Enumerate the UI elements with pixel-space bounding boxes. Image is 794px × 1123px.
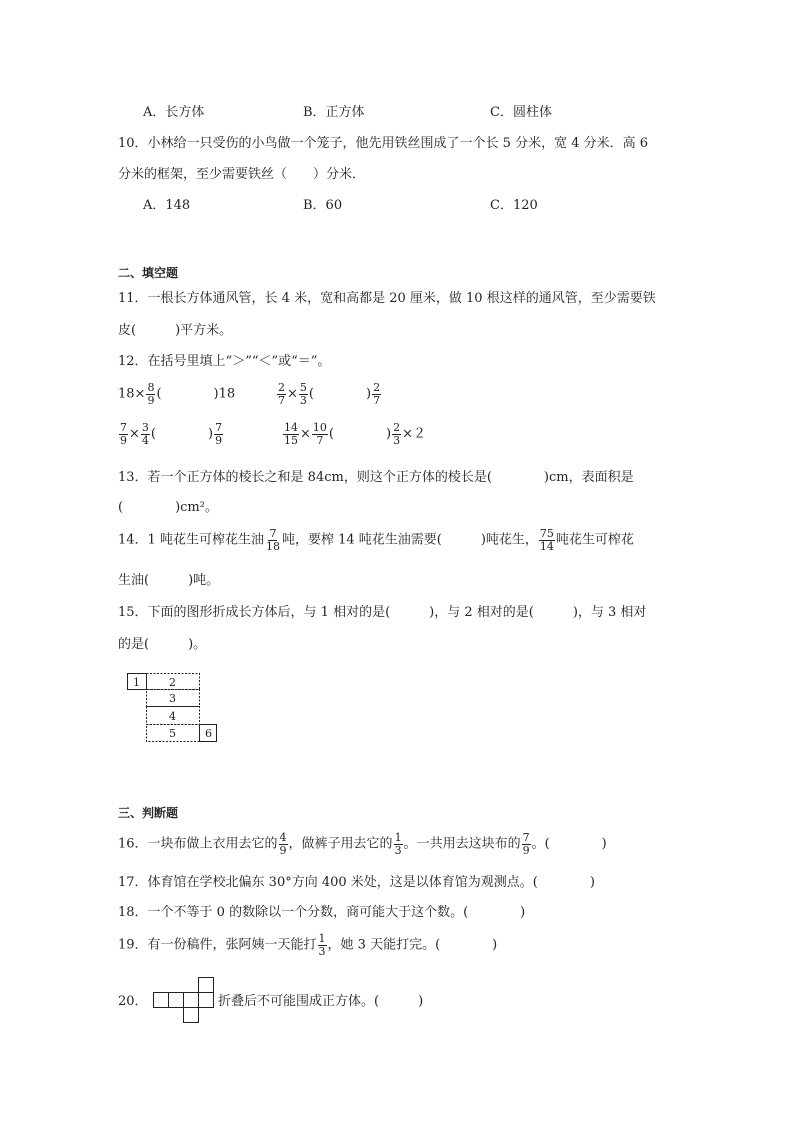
fraction: $\frac{1}{3}$ <box>318 932 326 958</box>
q12-e2-answer-blank: ( ) <box>308 386 372 402</box>
q9-option-b: B．正方体 <box>303 105 365 120</box>
fraction: $\frac{7}{18}$ <box>265 527 280 553</box>
q10-option-c: C．120 <box>490 198 538 213</box>
q18-text: 18．一个不等于 0 的数除以一个分数，商可能大于这个数。( ) <box>118 905 526 920</box>
fraction: $\frac{7}{9}$ <box>120 421 127 447</box>
net-label-2: 2 <box>169 676 176 689</box>
fraction: $\frac{2}{3}$ <box>393 421 401 447</box>
q17-text: 17．体育馆在学校北偏东 30°方向 400 米处，这是以体育馆为观测点。( ) <box>118 875 595 890</box>
q12-expr-4: $\frac{14}{15}$ × $\frac{10}{7}$ ( ) $\frac{2}{3}$ ×２ <box>284 421 426 447</box>
q12-text: 12．在括号里填上“＞”“＜”或“＝”。 <box>118 354 331 369</box>
net-label-3: 3 <box>169 692 176 705</box>
q15-line1: 15．下面的图形折成长方体后，与 1 相对的是( )，与 2 相对的是( )，与 3 相对 <box>118 605 647 620</box>
q10-line2: 分米的框架，至少需要铁丝（ ）分米． <box>118 167 366 182</box>
q13-line2: ( )cm²。 <box>118 500 218 515</box>
q10-option-a: A．148 <box>143 198 191 213</box>
fraction: $\frac{10}{7}$ <box>312 421 327 447</box>
q12-e3-answer-blank: ( ) <box>150 426 214 442</box>
cube-net-figure <box>152 977 216 1025</box>
fraction: $\frac{2}{7}$ <box>278 381 285 407</box>
q14-line2: 生油( )吨。 <box>118 573 220 588</box>
q11-line1: 11．一根长方体通风管，长 4 米，宽和高都是 20 厘米，做 10 根这样的通风管，至少需要铁 <box>118 291 656 306</box>
fraction: $\frac{7}{9}$ <box>215 421 223 447</box>
fraction: $\frac{14}{15}$ <box>284 421 298 447</box>
cuboid-net-figure <box>126 671 220 745</box>
q9-option-a: A．长方体 <box>143 105 205 120</box>
net-label-1: 1 <box>133 676 140 689</box>
q20-number: 20． <box>118 994 148 1009</box>
fraction: $\frac{4}{9}$ <box>279 831 287 857</box>
fraction: $\frac{7}{9}$ <box>522 831 530 857</box>
q12-e1-prefix: 18× <box>118 386 146 402</box>
section-fill-in-title: 二、填空题 <box>118 266 179 280</box>
q9-option-c: C．圆柱体 <box>490 105 552 120</box>
q13-line1: 13．若一个正方体的棱长之和是 84cm，则这个正方体的棱长是( )cm，表面积是 <box>118 470 634 485</box>
fraction: $\frac{3}{4}$ <box>141 421 149 447</box>
q20-text: 折叠后不可能围成正方体。( ) <box>218 994 424 1009</box>
section-true-false-title: 三、判断题 <box>118 806 179 820</box>
q19-text: 19．有一份稿件，张阿姨一天能打 $\frac{1}{3}$ ，她 3 天能打完。( ) <box>118 932 498 958</box>
q12-expr-3: $\frac{7}{9}$ × $\frac{3}{4}$ ( ) $\frac{7}{9}$ <box>120 421 223 447</box>
q12-expr-2: $\frac{2}{7}$ × $\frac{5}{3}$ ( ) $\frac{2}{7}$ <box>278 381 381 407</box>
fraction: $\frac{75}{14}$ <box>539 527 554 553</box>
fraction: $\frac{2}{7}$ <box>373 381 381 407</box>
q12-e1-answer-blank: ( )18 <box>156 386 236 402</box>
q10-line1: 10．小林给一只受伤的小鸟做一个笼子，他先用铁丝围成了一个长 5 分米，宽 4 分米．高 6 <box>118 136 649 151</box>
q14-line1: 14．1 吨花生可榨花生油 $\frac{7}{18}$ 吨，要榨 14 吨花生油需要( )吨花生， $\frac{75}{14}$ 吨花生可榨花 <box>118 527 634 553</box>
q12-expr-1 <box>118 382 235 406</box>
q10-option-b: B．60 <box>303 198 343 213</box>
fraction: $\frac{1}{3}$ <box>394 831 402 857</box>
fraction: $\frac{5}{3}$ <box>299 381 307 407</box>
q15-line2: 的是( )。 <box>118 637 207 652</box>
q12-e4-answer-blank: ( ) <box>328 426 392 442</box>
net-label-5: 5 <box>169 727 176 740</box>
q11-line2: 皮( )平方米。 <box>118 323 233 338</box>
fraction: $\frac{8}{9}$ <box>147 381 155 407</box>
net-label-6: 6 <box>205 727 212 740</box>
net-label-4: 4 <box>169 710 176 723</box>
q16-text: 16．一块布做上衣用去它的 $\frac{4}{9}$ ，做裤子用去它的 $\frac{1}{3}$ 。一共用去这块布的 $\frac{7}{9}$ 。( ) <box>118 831 607 857</box>
